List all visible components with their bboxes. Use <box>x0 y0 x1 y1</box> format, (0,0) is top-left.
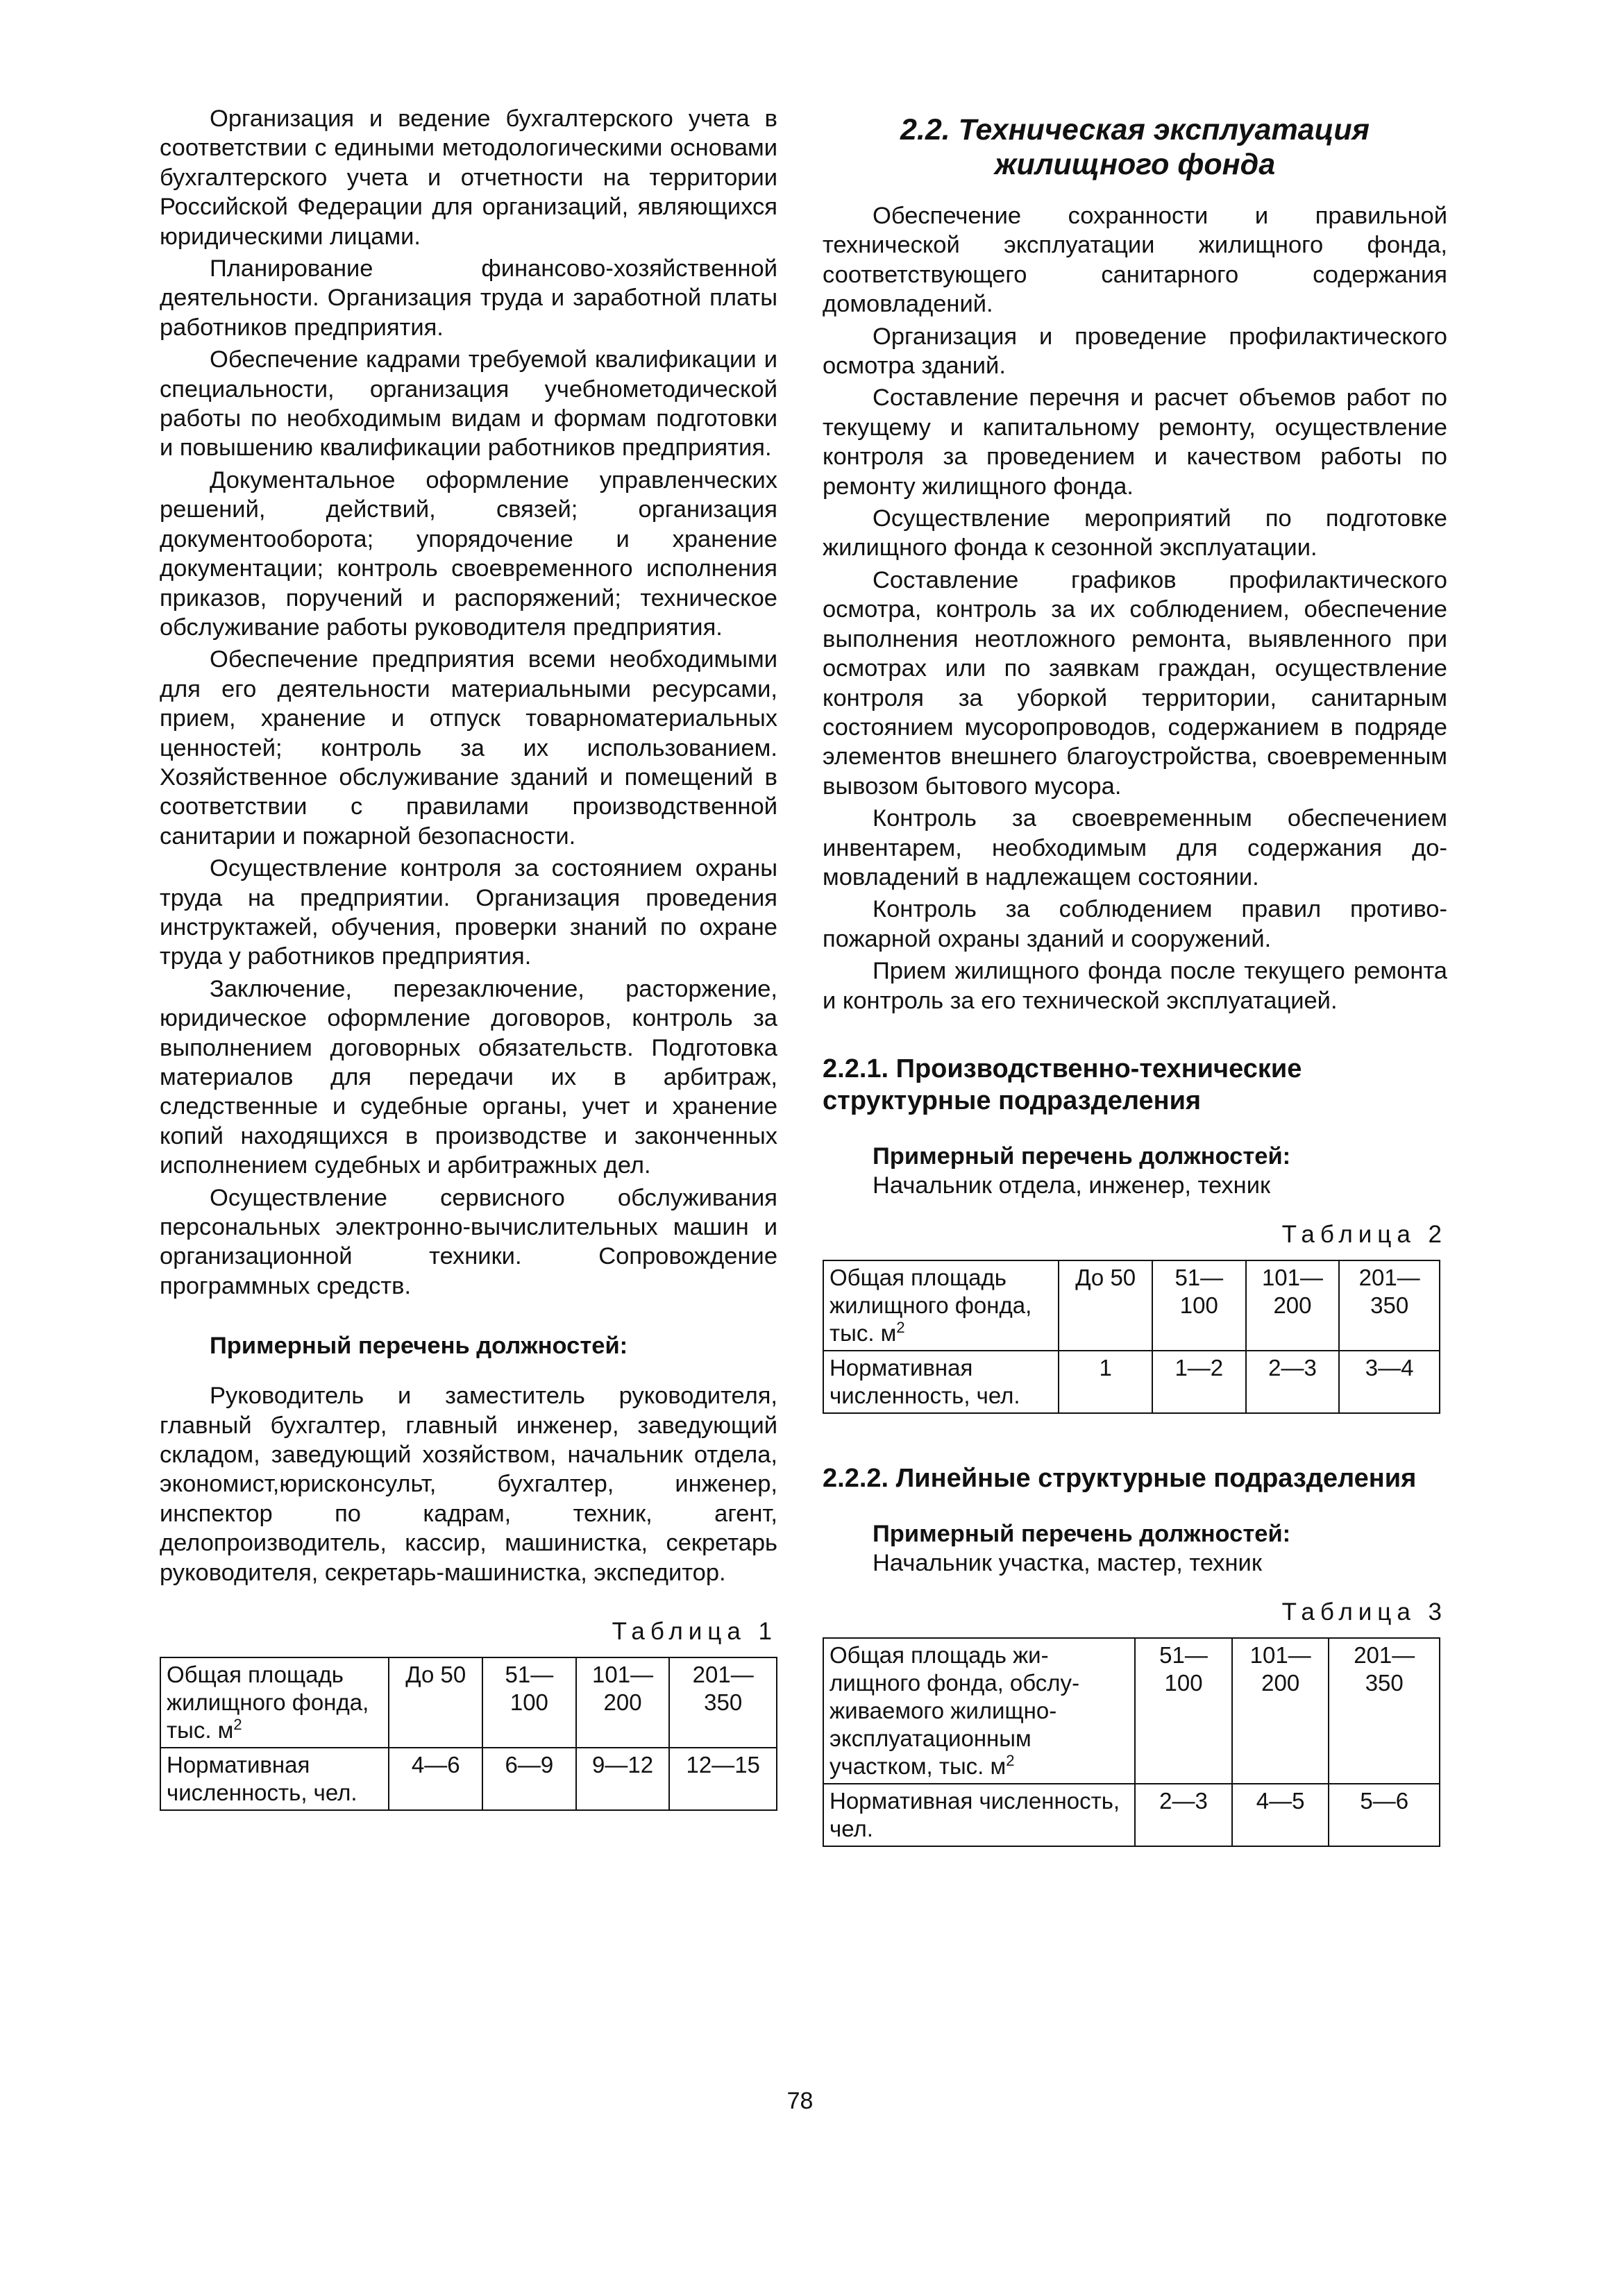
table-cell: 9—12 <box>576 1748 670 1810</box>
table-caption: Таблица 2 <box>1281 1220 1447 1248</box>
table-cell: 51— 100 <box>1135 1638 1232 1784</box>
paragraph: Осуществление мероприятий по подготовке жилищного фонда к сезонной эксплуатации. <box>823 505 1447 562</box>
positions-heading: Примерный перечень должностей: <box>210 1333 628 1360</box>
table-cell: 2—3 <box>1246 1351 1340 1413</box>
paragraph: Планирование финансово-хозяйственной деятельности. Организация труда и заработной платы работников предприятия. <box>160 255 777 341</box>
table-cell: Общая площадь жилищного фонда, обслуживаемого жилищноэксплуатационным участком, тыс. $м^2$ <box>823 1638 1135 1784</box>
table-cell: 4—5 <box>1232 1784 1329 1846</box>
page-number: 78 <box>786 2088 814 2114</box>
paragraph: Обеспечение сохранности и правильной технической эксплуатации жилищного фонда, соответствующего санитарного содержания домовладений. <box>823 203 1447 318</box>
table-cell: 2—3 <box>1135 1784 1232 1846</box>
staffing-table-2 <box>823 1260 1440 1414</box>
table-cell: 6—9 <box>482 1748 576 1810</box>
positions-heading: Примерный перечень должностей: <box>873 1142 1291 1170</box>
staffing-table-1 <box>160 1657 777 1811</box>
table-cell: 5—6 <box>1329 1784 1440 1846</box>
paragraph: Контроль за своевременным обеспечением инвентарем, необходимым для содержания домовладений в надлежащем состоянии. <box>823 805 1447 890</box>
subsection-title: 2.2.1. Производственно-технические структурные подразделения <box>823 1054 1302 1115</box>
table-cell: 201— 350 <box>1339 1260 1440 1351</box>
table-caption: Таблица 1 <box>612 1618 777 1646</box>
paragraph: Заключение, перезаключение, расторжение, юридическое оформление договоров, контроль за выполнением договорных обязательств. Подготовка материалов для передачи их в арбитраж, следственные и судебные органы, учет и хранение копий находящихся в производстве и законченных исполнением судебных и арбитражных дел. <box>160 975 777 1179</box>
table-cell: 4—6 <box>389 1748 482 1810</box>
paragraph: Осуществление сервисного обслуживания персональных электронно-вычислительных машин и организационной техники. Сопровождение программных средств. <box>160 1184 777 1299</box>
positions-heading: Примерный перечень должностей: <box>873 1520 1291 1547</box>
table-row <box>823 1784 1440 1846</box>
table-cell: 101— 200 <box>1246 1260 1340 1351</box>
table-cell: До 50 <box>1059 1260 1152 1351</box>
table-cell: 12—15 <box>669 1748 777 1810</box>
table-row <box>823 1638 1440 1784</box>
paragraph: Составление перечня и расчет объемов работ по текущему и капитальному ремонту, осуществление контроля за проведением и качеством работы по ремонту жилищного фонда. <box>823 385 1447 500</box>
table-cell: Нормативная численность, чел. <box>823 1784 1135 1846</box>
table-cell: 101— 200 <box>1232 1638 1329 1784</box>
table-row <box>823 1260 1440 1351</box>
paragraph: Обеспечение предприятия всеми необходимыми для его деятельности материальными ресурсами, прием, хранение и отпуск товарноматериальных ценностей; контроль за их использованием. Хозяйственное обслуживание зданий и помещений в соответствии с правилами производственной санитарии и пожарной безопасности. <box>160 646 777 850</box>
table-cell: Общая площадь жилищного фонда, тыс. $м^2$ <box>160 1657 389 1748</box>
table-cell: 201— 350 <box>1329 1638 1440 1784</box>
table-caption: Таблица 3 <box>1281 1598 1447 1626</box>
paragraph: Прием жилищного фонда после текущего ремонта и контроль за его технической эксплуатацией. <box>823 958 1447 1014</box>
table-cell: Нормативная численность, чел. <box>823 1351 1059 1413</box>
paragraph: Осуществление контроля за состоянием охраны труда на предприятии. Организация проведения инструктажей, обучения, проверки знаний по охране труда у работников предприятия. <box>160 855 777 970</box>
positions-text: Начальник участка, мастер, техник <box>873 1549 1262 1576</box>
table-cell: 1—2 <box>1152 1351 1246 1413</box>
table-row <box>823 1351 1440 1413</box>
table-row <box>160 1748 777 1810</box>
table-cell: Общая площадь жилищного фонда, тыс. $м^2$ <box>823 1260 1059 1351</box>
paragraph: Документальное оформление управленческих решений, действий, связей; организация документооборота; упорядочение и хранение документации; контроль своевременного исполнения приказов, поручений и распоряжений; техническое обслуживание работы руководителя предприятия. <box>160 466 777 641</box>
positions-text: Руководитель и заместитель руководителя, главный бухгалтер, главный инженер, заведующий складом, заведующий хозяйством, начальник отдела, экономист,юрисконсульт, бухгалтер, инженер, инспектор по кадрам, техник, агент, делопроизводитель, кассир, машинистка, секретарь руководителя, секретарь-машинистка, экспедитор. <box>160 1383 777 1586</box>
table-cell: До 50 <box>389 1657 482 1748</box>
staffing-table-3 <box>823 1637 1440 1847</box>
table-cell: 201— 350 <box>669 1657 777 1748</box>
paragraph: Составление графиков профилактического осмотра, контроль за их соблюдением, обеспечение выполнения неотложного ремонта, выявленного при осмотрах или по заявкам граждан, осуществление контроля за уборкой территории, санитарным состоянием мусоропроводов, содержанием в подряде элементов внешнего благоустройства, своевременным вывозом бытового мусора. <box>823 566 1447 800</box>
table-cell: 51— 100 <box>1152 1260 1246 1351</box>
table-row <box>160 1657 777 1748</box>
paragraph: Контроль за соблюдением правил противопожарной охраны зданий и сооружений. <box>823 896 1447 952</box>
right-column <box>823 104 1447 1847</box>
table-cell: 101— 200 <box>576 1657 670 1748</box>
paragraph: Обеспечение кадрами требуемой квалификации и специальности, организация учебнометодической работы по необходимым видам и формам подготовки и повышению квалификации работников предприятия. <box>160 346 777 462</box>
paragraph: Организация и проведение профилактического осмотра зданий. <box>823 323 1447 380</box>
table-cell: 3—4 <box>1339 1351 1440 1413</box>
table-cell: 51— 100 <box>482 1657 576 1748</box>
table-cell: Нормативная численность, чел. <box>160 1748 389 1810</box>
positions-text: Начальник отдела, инженер, техник <box>873 1172 1271 1199</box>
paragraph: Организация и ведение бухгалтерского учета в соответствии с едиными методологическими основами бухгалтерского учета и отчетности на территории Российской Федерации для организаций, являющихся юридическими лицами. <box>160 105 777 250</box>
table-cell: 1 <box>1059 1351 1152 1413</box>
left-column <box>160 104 777 1811</box>
subsection-title: 2.2.2. Линейные структурные подразделения <box>823 1463 1417 1493</box>
section-title: 2.2. Техническая эксплуатация жилищного фонда <box>900 113 1370 181</box>
